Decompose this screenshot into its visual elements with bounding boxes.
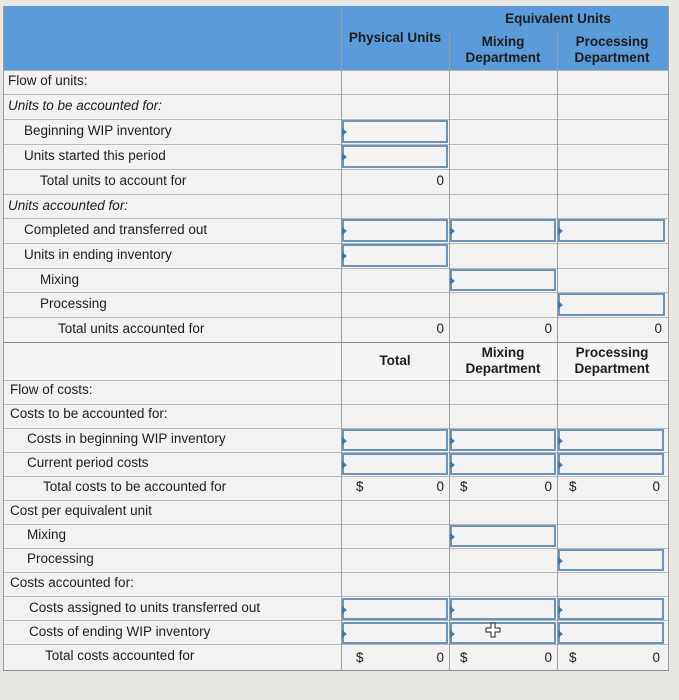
completed-processing-input[interactable] (558, 219, 665, 242)
mixing-cost-header (450, 345, 556, 377)
total-costs-accounted-processing: 0 (652, 650, 660, 665)
cost-per-eu-mixing-input[interactable] (450, 525, 556, 547)
transferred-out-mixing-input[interactable] (450, 598, 556, 620)
row-divider (3, 476, 669, 477)
row-divider (3, 243, 669, 244)
total-units-to-account-label: Total units to account for (40, 173, 187, 188)
mixing-header-line1: Mixing (481, 34, 525, 49)
row-divider (3, 524, 669, 525)
total-units-accounted-physical: 0 (436, 321, 444, 336)
processing-cost-header-line2: Department (574, 361, 650, 376)
row-divider (3, 268, 669, 269)
transferred-out-total-input[interactable] (342, 598, 448, 620)
costs-beginning-wip-label: Costs in beginning WIP inventory (27, 431, 226, 446)
total-cost-header: Total (379, 353, 411, 368)
costs-ending-wip-label: Costs of ending WIP inventory (29, 624, 211, 639)
transferred-out-processing-input[interactable] (558, 598, 664, 620)
costs-beginning-mixing-input[interactable] (450, 429, 556, 451)
ending-inventory-physical-input[interactable] (342, 244, 448, 267)
current-costs-processing-input[interactable] (558, 453, 664, 475)
total-costs-to-account-total: 0 (436, 479, 444, 494)
units-accounted-label: Units accounted for: (8, 198, 129, 213)
processing-header-line1: Processing (575, 34, 649, 49)
beginning-wip-label: Beginning WIP inventory (24, 123, 172, 138)
total-costs-to-account-label: Total costs to be accounted for (43, 479, 227, 494)
row-divider (3, 70, 669, 71)
units-mixing-label: Mixing (40, 272, 80, 287)
total-costs-to-account-processing: 0 (652, 479, 660, 494)
cost-processing-label: Processing (27, 551, 94, 566)
row-divider (3, 317, 669, 318)
units-started-label: Units started this period (24, 148, 166, 163)
processing-dept-header (558, 34, 666, 66)
row-divider (3, 169, 669, 170)
row-divider (3, 144, 669, 145)
costs-to-account-label: Costs to be accounted for: (10, 406, 168, 421)
current-costs-mixing-input[interactable] (450, 453, 556, 475)
col-divider (668, 6, 669, 670)
row-divider (3, 119, 669, 120)
row-divider (3, 670, 669, 671)
row-divider (3, 500, 669, 501)
beginning-wip-physical-input[interactable] (342, 120, 448, 143)
completed-transferred-label: Completed and transferred out (24, 222, 208, 237)
mixing-cost-header-line1: Mixing (481, 345, 525, 360)
row-divider (3, 644, 669, 645)
units-started-physical-input[interactable] (342, 145, 448, 168)
ending-mixing-eu-input[interactable] (450, 269, 556, 291)
current-costs-total-input[interactable] (342, 453, 448, 475)
total-units-accounted-label: Total units accounted for (58, 321, 205, 336)
row-divider (3, 404, 669, 405)
units-ending-inventory-label: Units in ending inventory (24, 247, 172, 262)
row-divider (3, 342, 669, 343)
processing-cost-header-line1: Processing (575, 345, 649, 360)
ending-wip-cost-mixing-input[interactable] (450, 622, 556, 644)
total-costs-accounted-mixing: 0 (544, 650, 552, 665)
total-costs-accounted-total: 0 (436, 650, 444, 665)
flow-of-units-label: Flow of units: (8, 73, 88, 88)
col-divider (341, 6, 342, 670)
mouse-cursor-icon (485, 622, 501, 638)
total-costs-to-account-processing-dollar: $ (569, 479, 577, 494)
total-costs-accounted-mixing-dollar: $ (460, 650, 468, 665)
costs-transferred-out-label: Costs assigned to units transferred out (29, 600, 261, 615)
current-period-costs-label: Current period costs (27, 455, 149, 470)
costs-beginning-total-input[interactable] (342, 429, 448, 451)
total-costs-to-account-dollar: $ (356, 479, 364, 494)
total-costs-accounted-label: Total costs accounted for (45, 648, 195, 663)
cost-mixing-label: Mixing (27, 527, 67, 542)
mixing-dept-header (450, 34, 556, 66)
costs-beginning-processing-input[interactable] (558, 429, 664, 451)
total-costs-to-account-mixing-dollar: $ (460, 479, 468, 494)
total-units-accounted-mixing: 0 (544, 321, 552, 336)
total-costs-accounted-dollar: $ (356, 650, 364, 665)
row-divider (3, 194, 669, 195)
col-divider (3, 6, 4, 670)
row-divider (3, 596, 669, 597)
ending-processing-eu-input[interactable] (558, 293, 665, 316)
completed-physical-input[interactable] (342, 219, 448, 242)
ending-wip-cost-processing-input[interactable] (558, 622, 664, 644)
costs-accounted-label: Costs accounted for: (10, 575, 134, 590)
units-to-account-label: Units to be accounted for: (8, 98, 162, 113)
row-divider (3, 620, 669, 621)
units-processing-label: Processing (40, 296, 107, 311)
total-costs-to-account-mixing: 0 (544, 479, 552, 494)
completed-mixing-input[interactable] (450, 219, 556, 242)
total-units-to-account-value: 0 (436, 173, 444, 188)
cost-per-eu-label: Cost per equivalent unit (10, 503, 152, 518)
mixing-header-line2: Department (465, 50, 541, 65)
processing-cost-header (558, 345, 666, 377)
row-divider (3, 94, 669, 95)
equivalent-units-header: Equivalent Units (505, 11, 611, 26)
mixing-cost-header-line2: Department (465, 361, 541, 376)
cost-per-eu-processing-input[interactable] (558, 549, 664, 571)
ending-wip-cost-total-input[interactable] (342, 622, 448, 644)
row-divider (3, 572, 669, 573)
physical-units-header: Physical Units (348, 30, 442, 45)
total-costs-accounted-processing-dollar: $ (569, 650, 577, 665)
processing-header-line2: Department (574, 50, 650, 65)
row-divider (3, 380, 669, 381)
total-units-accounted-processing: 0 (654, 321, 662, 336)
flow-of-costs-label: Flow of costs: (10, 382, 93, 397)
